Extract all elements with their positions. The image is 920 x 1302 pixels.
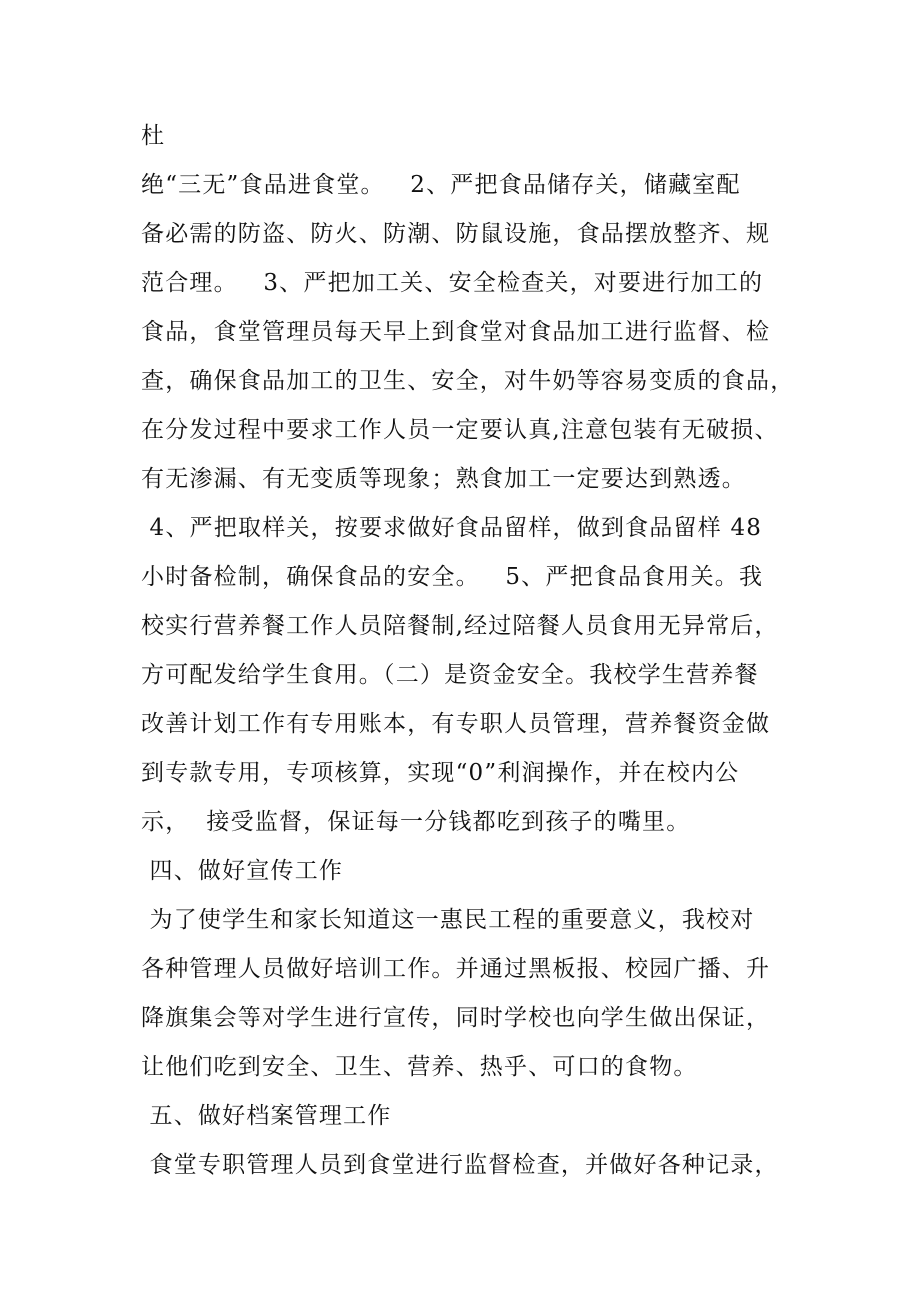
text-line: 校实行营养餐工作人员陪餐制,经过陪餐人员食用无异常后， <box>141 613 779 639</box>
text-line: 绝“三无”食品进食堂。 2、严把食品储存关，储藏室配 <box>141 172 741 198</box>
text-line: 到专款专用，专项核算，实现“0”利润操作，并在校内公 <box>141 760 740 786</box>
text-line: 食品，食堂管理员每天早上到食堂对食品加工进行监督、检 <box>141 319 771 345</box>
section-heading: 五、做好档案管理工作 <box>141 1103 392 1129</box>
text-line: 4、严把取样关，按要求做好食品留样，做到食品留样 48 <box>141 515 763 541</box>
text-line: 改善计划工作有专用账本，有专职人员管理，营养餐资金做 <box>141 711 771 737</box>
text-line: 食堂专职管理人员到食堂进行监督检查，并做好各种记录， <box>141 1152 779 1178</box>
text-line: 各种管理人员做好培训工作。并通过黑板报、校园广播、升 <box>141 956 771 982</box>
text-line: 为了使学生和家长知道这一惠民工程的重要意义，我校对 <box>141 907 755 933</box>
text-line: 有无渗漏、有无变质等现象；熟食加工一定要达到熟透。 <box>141 466 746 492</box>
text-line: 查，确保食品加工的卫生、安全，对牛奶等容易变质的食品， <box>141 368 795 394</box>
section-heading: 四、做好宣传工作 <box>141 858 344 884</box>
text-line: 小时备检制，确保食品的安全。 5、严把食品食用关。我 <box>141 564 764 590</box>
text-line: 方可配发给学生食用。（二）是资金安全。我校学生营养餐 <box>141 662 759 688</box>
text-line: 示， 接受监督，保证每一分钱都吃到孩子的嘴里。 <box>141 809 691 835</box>
text-line: 备必需的防盗、防火、防潮、防鼠设施，食品摆放整齐、规 <box>141 221 771 247</box>
text-line: 杜 <box>141 123 166 149</box>
text-line: 在分发过程中要求工作人员一定要认真,注意包装有无破损、 <box>141 417 779 443</box>
text-line: 降旗集会等对学生进行宣传，同时学校也向学生做出保证， <box>141 1005 771 1031</box>
text-line: 让他们吃到安全、卫生、营养、热乎、可口的食物。 <box>141 1054 698 1080</box>
text-line: 范合理。 3、严把加工关、安全检查关，对要进行加工的 <box>141 270 764 296</box>
